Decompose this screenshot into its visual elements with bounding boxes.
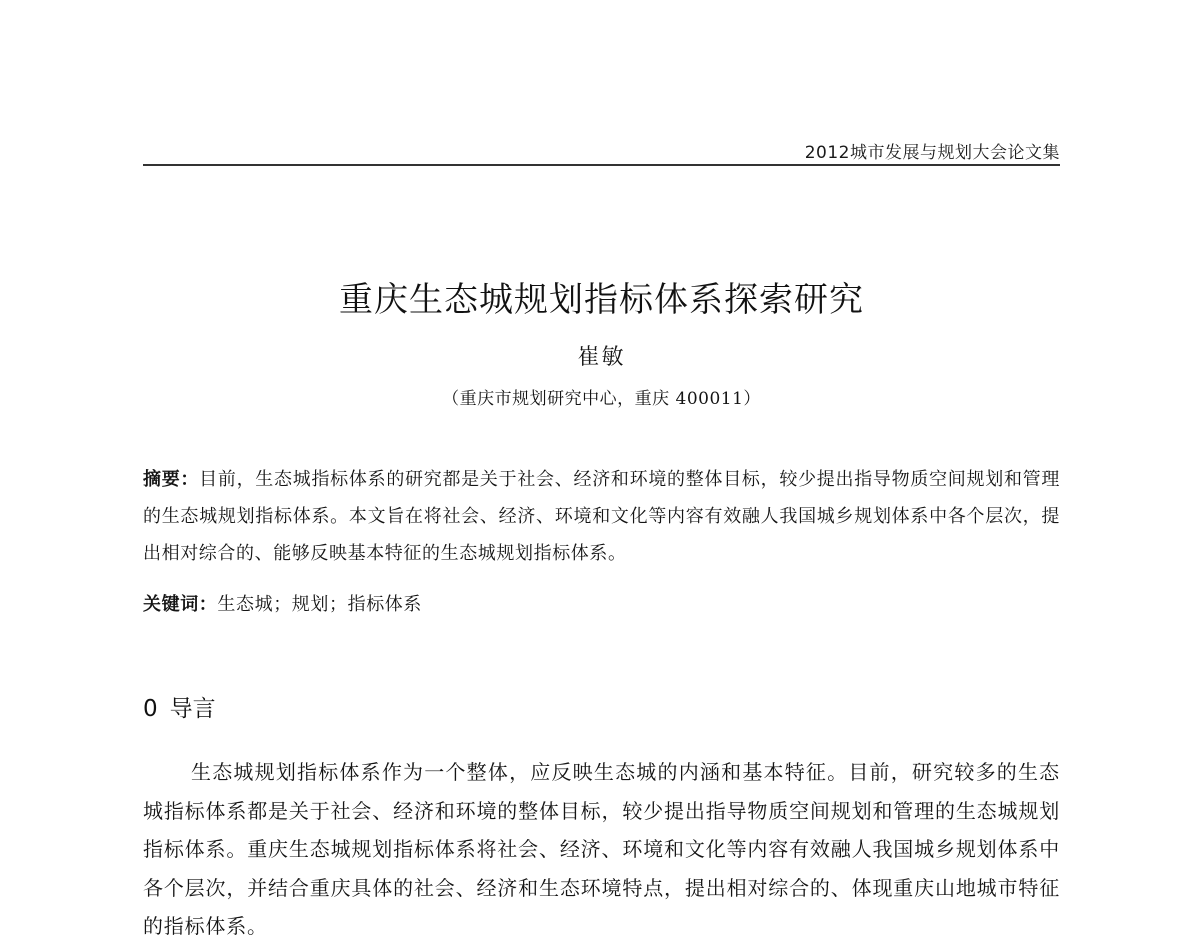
- abstract: [143, 461, 1060, 572]
- keywords-label: 关键词：: [143, 594, 218, 615]
- author-affiliation: （重庆市规划研究中心，重庆 400011）: [442, 389, 761, 409]
- header-rule: [143, 164, 1060, 166]
- author-name: 崔敏: [577, 345, 626, 370]
- paper-title: 重庆生态城规划指标体系探索研究: [339, 280, 864, 320]
- section-title: 导言: [169, 696, 216, 722]
- keywords-text: 生态城；规划；指标体系: [217, 594, 423, 615]
- keywords: [143, 589, 1060, 621]
- abstract-text: 目前，生态城指标体系的研究都是关于社会、经济和环境的整体目标，较少提出指导物质空间规划和管理的生态城规划指标体系。本文旨在将社会、经济、环境和文化等内容有效融人我国城乡规划体系中各个层次，提出相对综合的、能够反映基本特征的生态城规划指标体系。: [143, 469, 1060, 564]
- abstract-label: 摘要：: [143, 469, 200, 490]
- running-header: 2012城市发展与规划大会论文集: [804, 143, 1060, 163]
- section-number: 0: [143, 696, 158, 722]
- section-heading: [143, 690, 216, 723]
- body-paragraph: 生态城规划指标体系作为一个整体，应反映生态城的内涵和基本特征。目前，研究较多的生态城指标体系都是关于社会、经济和环境的整体目标，较少提出指导物质空间规划和管理的生态城规划指标体系。重庆生态城规划指标体系将社会、经济、环境和文化等内容有效融人我国城乡规划体系中各个层次，并结合重庆具体的社会、经济和生态环境特点，提出相对综合的、体现重庆山地城市特征的指标体系。: [143, 760, 1060, 938]
